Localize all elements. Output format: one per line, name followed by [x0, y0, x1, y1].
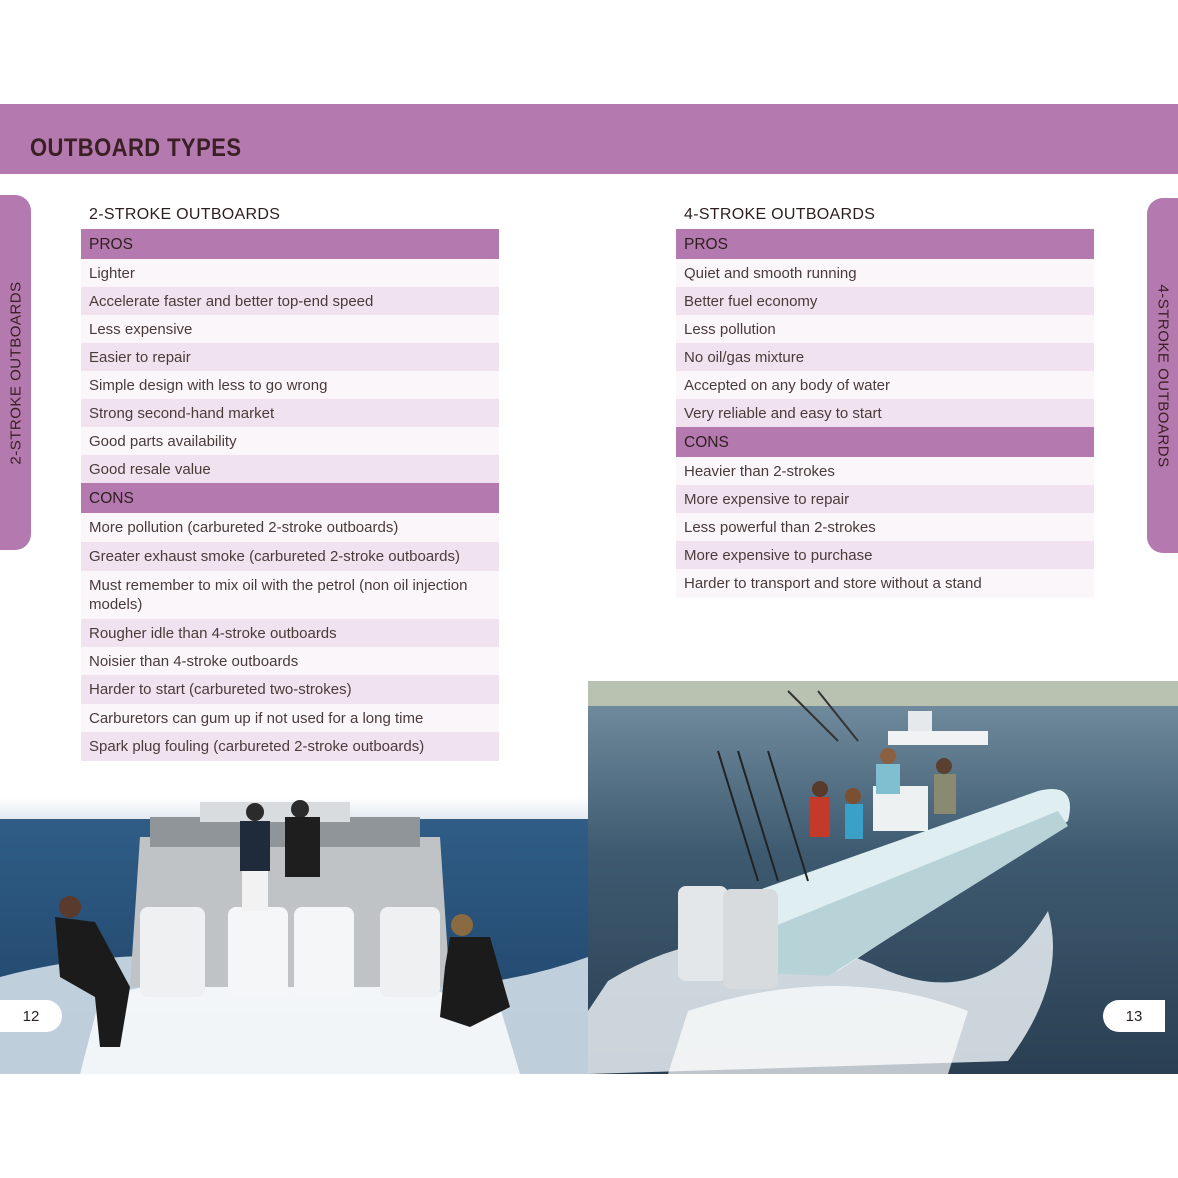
page-number-right: 13	[1103, 1000, 1165, 1032]
cons-item: More expensive to repair	[676, 485, 1094, 513]
pros-item: Very reliable and easy to start	[676, 399, 1094, 427]
pros-header: PROS	[81, 229, 499, 259]
two-stroke-title: 2-STROKE OUTBOARDS	[89, 206, 281, 223]
side-tab-right-label: 4-STROKE OUTBOARDS	[1154, 283, 1171, 468]
center-console-illustration	[588, 681, 1178, 1074]
page-title: OUTBOARD TYPES	[30, 134, 242, 162]
cons-item: Must remember to mix oil with the petrol (non oil injection models)	[81, 571, 499, 619]
pros-item: Good resale value	[81, 455, 499, 483]
pros-item: Less pollution	[676, 315, 1094, 343]
cons-item: Harder to start (carbureted two-strokes)	[81, 675, 499, 704]
pros-item: Simple design with less to go wrong	[81, 371, 499, 399]
cons-item: Rougher idle than 4-stroke outboards	[81, 619, 499, 647]
pros-item: Lighter	[81, 259, 499, 287]
cons-header: CONS	[81, 483, 499, 513]
pros-item: Better fuel economy	[676, 287, 1094, 315]
cons-item: Noisier than 4-stroke outboards	[81, 647, 499, 675]
rib-boat-illustration	[0, 797, 588, 1074]
pros-item: No oil/gas mixture	[676, 343, 1094, 371]
cons-item: More expensive to purchase	[676, 541, 1094, 569]
pros-item: Easier to repair	[81, 343, 499, 371]
cons-item: Less powerful than 2-strokes	[676, 513, 1094, 541]
cons-item: More pollution (carbureted 2-stroke outboards)	[81, 513, 499, 542]
header-band	[0, 104, 1178, 174]
pros-item: Accelerate faster and better top-end speed	[81, 287, 499, 315]
page-number-left: 12	[0, 1000, 62, 1032]
pros-item: Strong second-hand market	[81, 399, 499, 427]
four-stroke-title: 4-STROKE OUTBOARDS	[684, 206, 876, 223]
four-stroke-table	[676, 229, 1094, 598]
pros-header: PROS	[676, 229, 1094, 259]
cons-item: Carburetors can gum up if not used for a long time	[81, 704, 499, 732]
cons-item: Spark plug fouling (carbureted 2-stroke outboards)	[81, 732, 499, 761]
cons-item: Greater exhaust smoke (carbureted 2-stroke outboards)	[81, 542, 499, 571]
side-tab-left	[0, 195, 31, 550]
cons-item: Heavier than 2-strokes	[676, 457, 1094, 485]
two-stroke-table	[81, 229, 499, 761]
cons-header: CONS	[676, 427, 1094, 457]
pros-item: Accepted on any body of water	[676, 371, 1094, 399]
pros-item: Good parts availability	[81, 427, 499, 455]
photo-center-console-boat	[588, 681, 1178, 1074]
photo-rib-boat	[0, 797, 588, 1074]
pros-item: Quiet and smooth running	[676, 259, 1094, 287]
side-tab-left-label: 2-STROKE OUTBOARDS	[7, 280, 24, 465]
cons-item: Harder to transport and store without a stand	[676, 569, 1094, 598]
side-tab-right	[1147, 198, 1178, 553]
pros-item: Less expensive	[81, 315, 499, 343]
